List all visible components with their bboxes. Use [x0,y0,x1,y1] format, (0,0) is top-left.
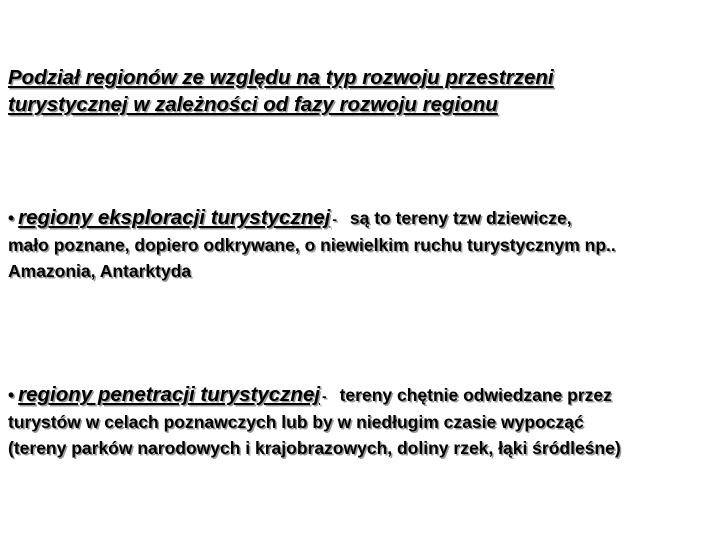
bullet-item-penetration [8,382,714,461]
term-penetration: regiony penetracji turystycznej [18,383,321,406]
bullet-icon: • [8,208,15,228]
term-dash: - [332,211,337,227]
item-text-line-2: turystów w celach poznawczych lub by w niedługim czasie wypocząć [8,412,584,432]
term-dash: - [322,388,327,404]
item-text-line-3: Amazonia, Antarktyda [8,261,192,281]
item-text-line-1: są to tereny tzw dziewicze, [349,208,572,228]
bullet-item-exploration [8,205,714,284]
bullet-icon: • [8,385,15,405]
slide-title [8,64,708,118]
item-text-line-1: tereny chętnie odwiedzane przez [339,385,612,405]
slide-title-line-2: turystycznej w zależności od fazy rozwoju regionu [8,93,498,116]
item-text-line-3: (tereny parków narodowych i krajobrazowych, doliny rzek, łąki śródleśne) [8,438,621,458]
slide-title-line-1: Podział regionów ze względu na typ rozwoju przestrzeni [8,66,554,89]
term-exploration: regiony eksploracji turystycznej [18,206,331,229]
item-text-line-2: mało poznane, dopiero odkrywane, o niewielkim ruchu turystycznym np.. [8,235,616,255]
